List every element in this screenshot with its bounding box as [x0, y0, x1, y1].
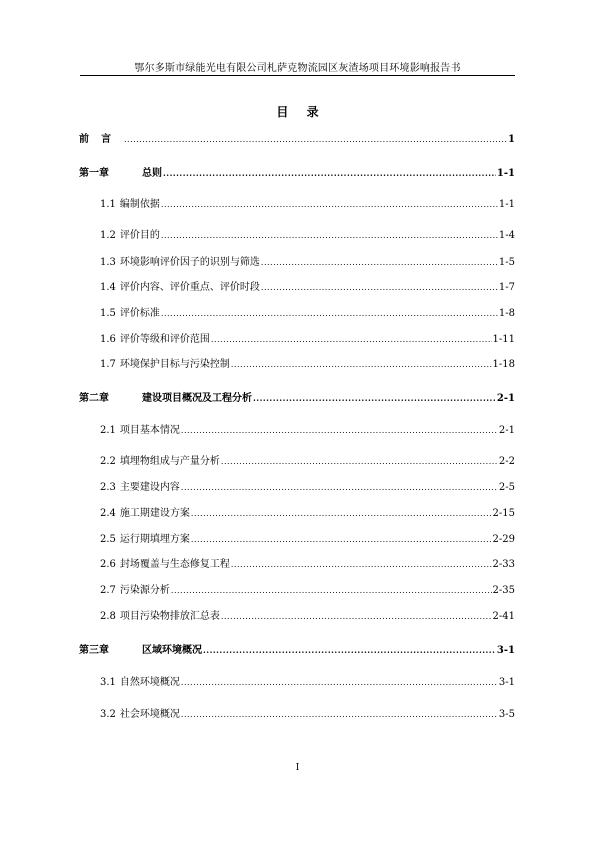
toc-leader-dots: [161, 307, 498, 321]
toc-leader-dots: [221, 610, 492, 624]
toc-section-number: 2.5: [100, 534, 116, 545]
toc-section-page: 3-1: [498, 677, 515, 688]
toc-section-number: 2.1: [100, 425, 116, 436]
toc-section-page: 2-2: [498, 456, 515, 467]
toc-section-number: 2.8: [100, 611, 116, 622]
toc-leader-dots: [181, 708, 498, 722]
toc-section-title: 评价标准: [119, 308, 160, 319]
toc-section-2-3[interactable]: [100, 481, 515, 495]
toc-section-page: 1-18: [492, 359, 515, 370]
toc-chapter-2[interactable]: [79, 391, 515, 405]
toc-entry-title: 前言: [79, 134, 123, 145]
toc-section-title: 评价内容、评价重点、评价时段: [119, 282, 260, 293]
toc-section-title: 评价目的: [119, 230, 160, 241]
toc-section-title: 施工期建设方案: [119, 508, 190, 519]
toc-leader-dots: [231, 358, 492, 372]
toc-section-page: 1-1: [498, 199, 515, 210]
toc-chapter-title: 总则: [142, 168, 162, 179]
toc-section-1-3[interactable]: [100, 256, 515, 270]
toc-section-page: 1-5: [498, 257, 515, 268]
toc-section-number: 2.2: [100, 456, 116, 467]
toc-leader-dots: [261, 281, 498, 295]
toc-leader-dots: [171, 584, 492, 598]
toc-chapter-1[interactable]: [79, 166, 515, 180]
toc-section-1-1[interactable]: [100, 198, 515, 212]
toc-title: 目 录: [276, 105, 319, 119]
toc-section-3-2[interactable]: [100, 708, 515, 722]
toc-section-page: 1-4: [498, 230, 515, 241]
toc-leader-dots: [253, 391, 496, 405]
toc-chapter-page: 3-1: [496, 645, 515, 656]
toc-section-title: 填埋物组成与产量分析: [119, 456, 220, 467]
toc-leader-dots: [231, 558, 492, 572]
toc-leader-dots: [161, 229, 498, 243]
toc-section-number: 1.4: [100, 282, 116, 293]
toc-section-title: 项目污染物排放汇总表: [119, 611, 220, 622]
toc-section-title: 环境影响评价因子的识别与筛选: [119, 257, 260, 268]
toc-entry-page: 1: [508, 134, 515, 145]
toc-section-title: 主要建设内容: [119, 482, 180, 493]
toc-section-page: 1-11: [492, 334, 515, 345]
toc-section-1-2[interactable]: [100, 229, 515, 243]
toc-leader-dots: [203, 643, 496, 657]
toc-section-page: 2-35: [492, 585, 515, 596]
toc-section-number: 2.4: [100, 508, 116, 519]
toc-section-title: 污染源分析: [119, 585, 170, 596]
toc-leader-dots: [261, 256, 498, 270]
toc-section-number: 1.5: [100, 308, 116, 319]
toc-section-3-1[interactable]: [100, 676, 515, 690]
toc-leader-dots: [211, 333, 492, 347]
toc-section-page: 2-5: [498, 482, 515, 493]
toc-section-title: 编制依据: [119, 199, 160, 210]
toc-section-title: 社会环境概况: [119, 709, 180, 720]
toc-section-number: 3.2: [100, 709, 116, 720]
toc-section-page: 3-5: [498, 709, 515, 720]
toc-section-number: 1.2: [100, 230, 116, 241]
toc-section-number: 1.6: [100, 334, 116, 345]
toc-section-title: 自然环境概况: [119, 677, 180, 688]
toc-section-title: 运行期填埋方案: [119, 534, 190, 545]
toc-section-page: 2-33: [492, 559, 515, 570]
toc-chapter-number: 第二章: [79, 393, 109, 404]
toc-chapter-title: 区域环境概况: [142, 645, 202, 656]
toc-section-number: 1.1: [100, 199, 116, 210]
toc-leader-dots: [191, 507, 492, 521]
toc-section-2-2[interactable]: [100, 455, 515, 469]
toc-section-1-6[interactable]: [100, 333, 515, 347]
running-header: 鄂尔多斯市绿能光电有限公司札萨克物流园区灰渣场项目环境影响报告书: [134, 63, 461, 74]
toc-section-page: 2-41: [492, 611, 515, 622]
toc-section-number: 1.3: [100, 257, 116, 268]
toc-section-2-6[interactable]: [100, 558, 515, 572]
toc-section-page: 2-15: [492, 508, 515, 519]
toc-leader-dots: [221, 455, 498, 469]
toc-section-2-1[interactable]: [100, 424, 515, 438]
toc-section-2-7[interactable]: [100, 584, 515, 598]
toc-section-1-4[interactable]: [100, 281, 515, 295]
toc-leader-dots: [181, 481, 498, 495]
toc-section-title: 项目基本情况: [119, 425, 180, 436]
toc-section-2-4[interactable]: [100, 507, 515, 521]
toc-section-1-7[interactable]: [100, 358, 515, 372]
toc-leader-dots: [191, 533, 492, 547]
footer-page-number: I: [295, 763, 300, 773]
toc-section-number: 2.6: [100, 559, 116, 570]
toc-section-title: 封场覆盖与生态修复工程: [119, 559, 230, 570]
toc-section-number: 3.1: [100, 677, 116, 688]
toc-entry-preface[interactable]: [79, 133, 515, 147]
toc-section-number: 2.7: [100, 585, 116, 596]
toc-section-number: 1.7: [100, 359, 116, 370]
toc-leader-dots: [181, 424, 498, 438]
toc-section-title: 环境保护目标与污染控制: [119, 359, 230, 370]
toc-section-page: 1-7: [498, 282, 515, 293]
toc-leader-dots: [161, 198, 498, 212]
toc-section-page: 2-29: [492, 534, 515, 545]
toc-section-page: 1-8: [498, 308, 515, 319]
toc-chapter-title: 建设项目概况及工程分析: [142, 393, 252, 404]
toc-chapter-number: 第三章: [79, 645, 109, 656]
toc-chapter-page: 1-1: [496, 168, 515, 179]
toc-leader-dots: [163, 166, 496, 180]
toc-chapter-page: 2-1: [496, 393, 515, 404]
toc-leader-dots: [181, 676, 498, 690]
toc-section-2-8[interactable]: [100, 610, 515, 624]
toc-section-1-5[interactable]: [100, 307, 515, 321]
toc-section-number: 2.3: [100, 482, 116, 493]
toc-section-page: 2-1: [498, 425, 515, 436]
toc-chapter-3[interactable]: [79, 643, 515, 657]
toc-section-title: 评价等级和评价范围: [119, 334, 210, 345]
toc-section-2-5[interactable]: [100, 533, 515, 547]
toc-chapter-number: 第一章: [79, 168, 109, 179]
toc-leader-dots: [124, 133, 507, 147]
